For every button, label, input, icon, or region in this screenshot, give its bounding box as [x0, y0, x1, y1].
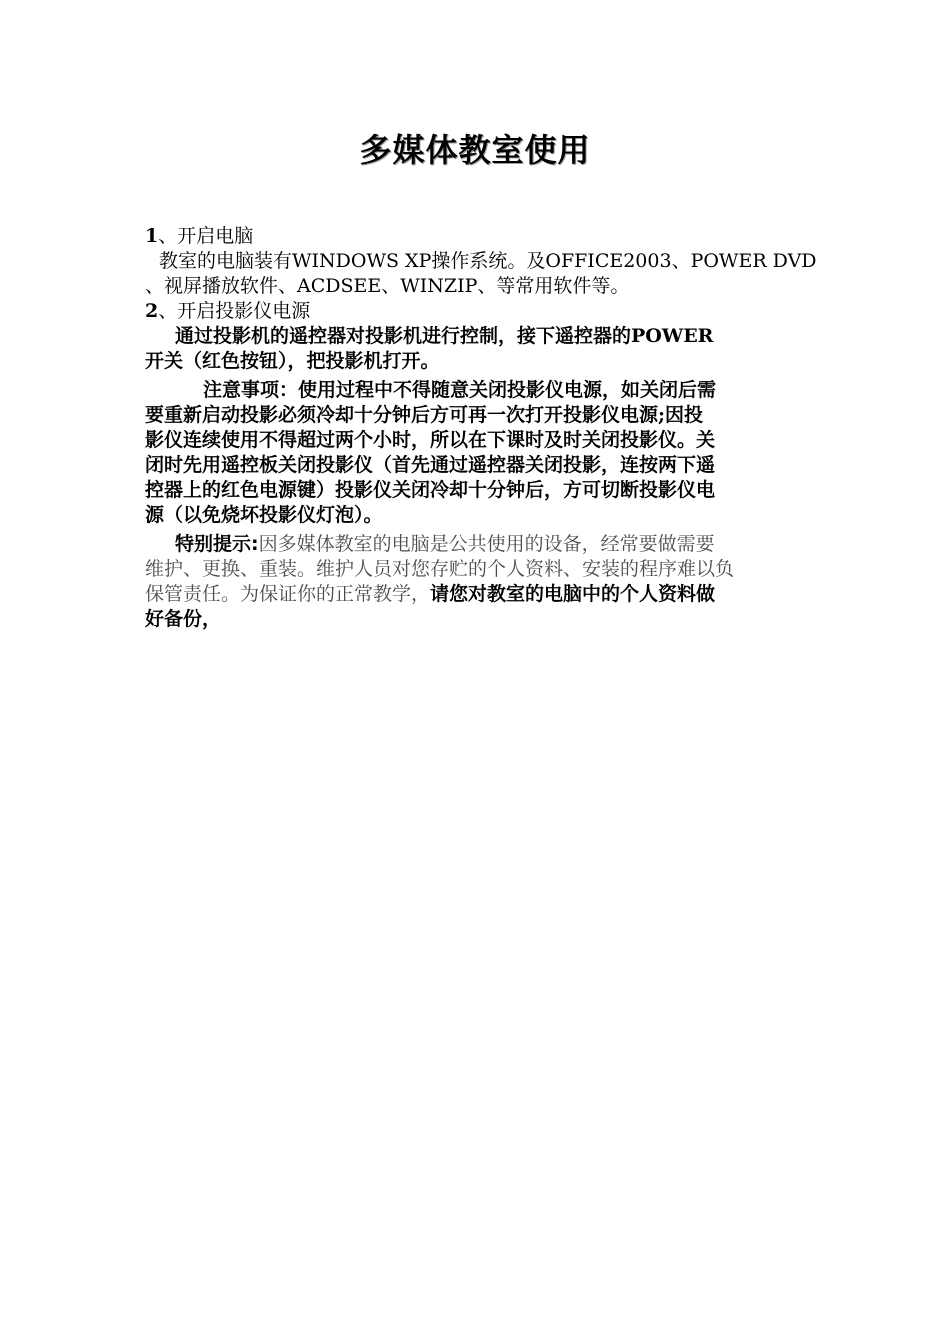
section-2-text: 通过投影机的遥控器对投影机进行控制，接下遥控器的	[175, 325, 632, 347]
power-keyword: POWER	[631, 325, 714, 347]
document-title: 多媒体教室使用	[359, 131, 591, 169]
tip-text-3-plain: 保管责任。为保证你的正常教学，	[145, 583, 431, 605]
tip-text-1: 因多媒体教室的电脑是公共使用的设备，经常要做需要	[258, 533, 715, 555]
section-1-number: 1	[145, 225, 159, 247]
notice-line-6: 源（以免烧坏投影仪灯泡）。	[145, 504, 383, 526]
notice-line-1: 注意事项：使用过程中不得随意关闭投影仪电源，如关闭后需	[203, 379, 717, 401]
tip-line-1	[145, 532, 809, 557]
section-2-heading	[145, 299, 809, 324]
section-1-title: 、开启电脑	[158, 225, 254, 247]
section-2-paragraph-line-1	[145, 324, 809, 349]
section-1-line-2: 、视屏播放软件、ACDSEE、WINZIP、等常用软件等。	[145, 275, 630, 297]
section-1-heading	[145, 224, 809, 249]
tip-line-2: 维护、更换、重装。维护人员对您存贮的个人资料、安装的程序难以负	[145, 558, 735, 580]
section-2-number: 2	[145, 300, 159, 322]
tip-line-4: 好备份，	[145, 608, 222, 630]
tip-line-3	[145, 582, 809, 607]
notice-line-2: 要重新启动投影必须冷却十分钟后方可再一次打开投影仪电源;因投	[145, 404, 704, 426]
document-body	[145, 224, 817, 632]
tip-label: 特别提示:	[175, 533, 259, 555]
section-1-line-1: 教室的电脑装有WINDOWS XP操作系统。及OFFICE2003、POWER DVD	[159, 250, 817, 272]
section-2-paragraph-line-2: 开关（红色按钮），把投影机打开。	[145, 350, 440, 372]
section-2-title: 、开启投影仪电源	[158, 300, 311, 322]
notice-line-3: 影仪连续使用不得超过两个小时，所以在下课时及时关闭投影仪。关	[145, 429, 716, 451]
tip-text-3-bold: 请您对教室的电脑中的个人资料做	[430, 583, 716, 605]
notice-line-5: 控器上的红色电源键）投影仪关闭冷却十分钟后，方可切断投影仪电	[145, 479, 716, 501]
notice-line-4: 闭时先用遥控板关闭投影仪（首先通过遥控器关闭投影，连按两下遥	[145, 454, 716, 476]
